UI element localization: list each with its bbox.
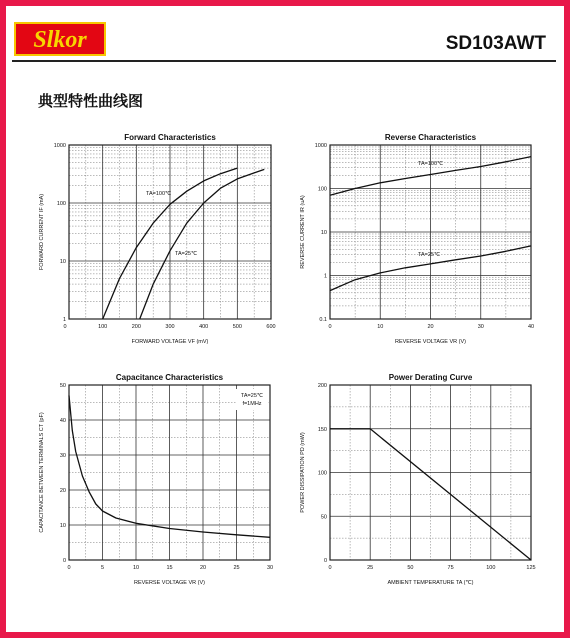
x-axis-label: FORWARD VOLTAGE VF (mV) (131, 339, 209, 345)
y-tick-label: 30 (59, 453, 66, 459)
y-tick-label: 1000 (53, 143, 66, 149)
y-tick-label: 50 (59, 383, 66, 389)
chart-derating (300, 373, 536, 586)
y-tick-label: 10 (59, 523, 66, 529)
y-tick-label: 1000 (314, 143, 327, 149)
x-tick-label: 100 (98, 324, 108, 330)
x-tick-label: 0 (328, 324, 332, 330)
x-tick-label: 25 (367, 565, 374, 571)
x-tick-label: 75 (447, 565, 454, 571)
x-tick-label: 0 (67, 565, 71, 571)
y-tick-label: 0.1 (319, 317, 327, 323)
series-label: TA=25℃ (418, 252, 441, 258)
x-tick-label: 10 (132, 565, 140, 571)
y-tick-label: 1 (323, 273, 327, 280)
y-axis-label: CAPACITANCE BETWEEN TERMINALS CT (pF) (39, 412, 45, 533)
x-tick-label: 20 (427, 324, 434, 330)
chart-capacitance (39, 373, 273, 586)
y-tick-label: 50 (320, 514, 327, 521)
y-axis-label: FORWARD CURRENT IF (mA) (39, 193, 45, 271)
x-tick-label: 600 (266, 324, 276, 330)
x-tick-label: 100 (486, 565, 496, 571)
chart-forward (39, 133, 276, 345)
series-label: TA=100℃ (418, 161, 444, 167)
x-tick-label: 5 (100, 565, 105, 571)
x-tick-label: 30 (477, 324, 484, 330)
y-tick-label: 40 (59, 418, 66, 424)
chart-title: Reverse Characteristics (384, 133, 477, 142)
part-number: SD103AWT (445, 33, 546, 54)
y-axis-label: POWER DISSIPATION PD (mW) (300, 432, 306, 513)
x-axis-label: REVERSE VOLTAGE VR (V) (394, 339, 467, 345)
y-tick-label: 1 (62, 317, 66, 323)
x-tick-label: 25 (233, 565, 240, 571)
x-tick-label: 0 (328, 565, 332, 571)
y-tick-label: 10 (320, 230, 327, 236)
annotation-text: f=1MHz (242, 401, 262, 407)
x-tick-label: 20 (199, 565, 207, 571)
y-tick-label: 100 (317, 470, 327, 477)
x-tick-label: 15 (166, 565, 173, 571)
y-axis-label: REVERSE CURRENT IR (uA) (300, 195, 306, 269)
x-axis-label: REVERSE VOLTAGE VR (V) (133, 580, 206, 586)
logo-text: Slkor (33, 27, 87, 53)
y-tick-label: 0 (62, 558, 66, 564)
x-tick-label: 400 (199, 324, 209, 330)
x-tick-label: 0 (63, 324, 67, 330)
chart-title: Forward Characteristics (124, 133, 216, 142)
x-tick-label: 10 (377, 324, 384, 330)
y-tick-label: 100 (317, 186, 327, 193)
section-title: 典型特性曲线图 (38, 92, 144, 110)
x-tick-label: 500 (232, 324, 242, 330)
x-tick-label: 50 (407, 565, 414, 571)
y-tick-label: 20 (59, 488, 66, 494)
y-tick-label: 100 (56, 201, 66, 207)
y-tick-label: 10 (59, 259, 66, 265)
y-tick-label: 150 (317, 426, 327, 433)
x-tick-label: 200 (131, 324, 141, 330)
x-tick-label: 40 (527, 324, 535, 330)
chart-reverse (300, 133, 534, 345)
x-tick-label: 125 (526, 565, 536, 571)
y-tick-label: 0 (323, 558, 327, 564)
x-axis-label: AMBIENT TEMPERATURE TA (℃) (387, 580, 474, 586)
series-label: TA=25℃ (175, 251, 198, 257)
chart-title: Power Derating Curve (388, 373, 473, 382)
annotation-text: TA=25℃ (240, 393, 264, 399)
x-tick-label: 300 (165, 324, 175, 330)
y-tick-label: 200 (317, 383, 327, 389)
x-tick-label: 30 (266, 565, 274, 571)
series-label: TA=100℃ (146, 191, 172, 197)
chart-title: Capacitance Characteristics (115, 373, 224, 382)
